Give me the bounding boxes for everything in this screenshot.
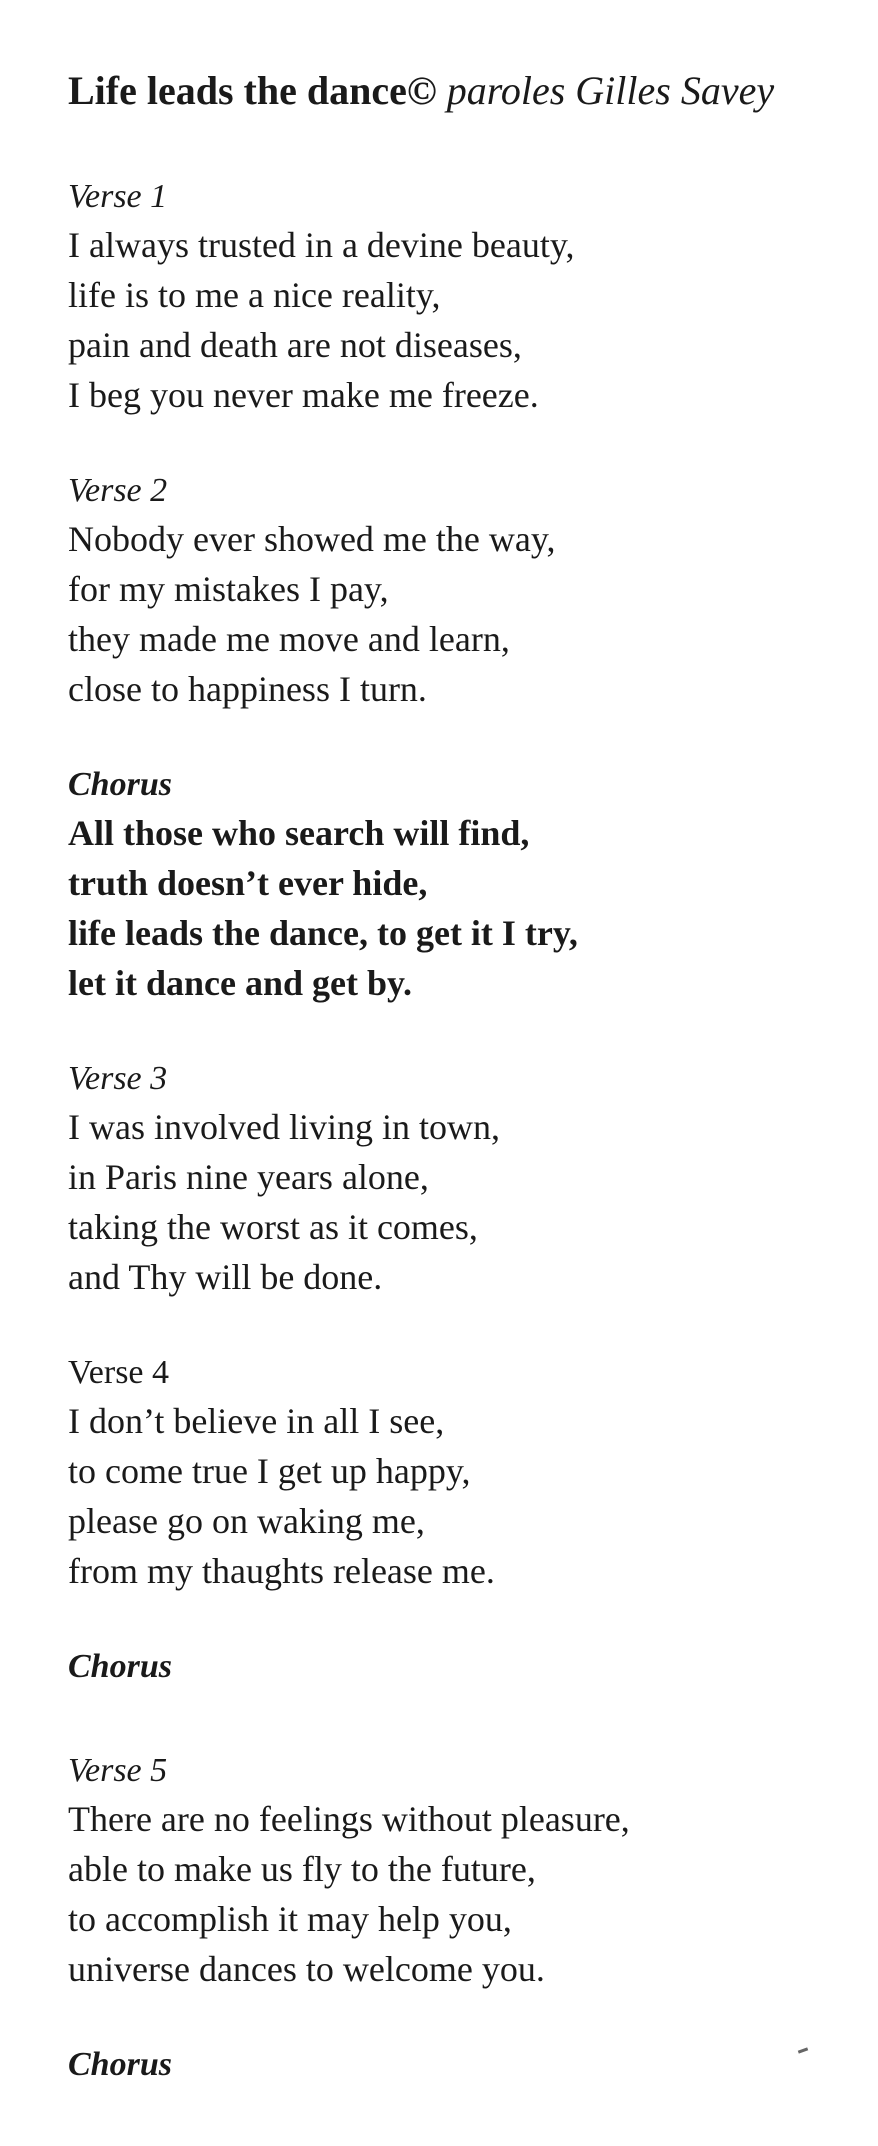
- lyric-line: I don’t believe in all I see,: [68, 1401, 445, 1441]
- lyric-line: for my mistakes I pay,: [68, 569, 389, 609]
- chorus-repeat: [68, 1644, 858, 1690]
- stanza-label: Chorus: [68, 766, 172, 803]
- lyric-line: taking the worst as it comes,: [68, 1207, 478, 1247]
- stanza-label: Verse 3: [68, 1060, 168, 1097]
- verse-1: [68, 174, 858, 420]
- lyric-line: life leads the dance, to get it I try,: [68, 913, 578, 953]
- stanza-label: Chorus: [68, 1648, 172, 1685]
- lyric-line: life is to me a nice reality,: [68, 275, 441, 315]
- lyric-line: pain and death are not diseases,: [68, 325, 522, 365]
- lyric-line: let it dance and get by.: [68, 963, 413, 1003]
- stanza-label: Verse 4: [68, 1354, 170, 1391]
- lyric-line: universe dances to welcome you.: [68, 1949, 545, 1989]
- page-title: [68, 62, 858, 120]
- verse-3: [68, 1056, 858, 1302]
- song-title: Life leads the dance©: [68, 68, 437, 113]
- lyric-line: in Paris nine years alone,: [68, 1157, 429, 1197]
- lyric-line: they made me move and learn,: [68, 619, 510, 659]
- stanza-label: Verse 5: [68, 1752, 168, 1789]
- lyric-line: able to make us fly to the future,: [68, 1849, 536, 1889]
- chorus: [68, 762, 858, 1008]
- lyric-line: I always trusted in a devine beauty,: [68, 225, 575, 265]
- lyric-line: truth doesn’t ever hide,: [68, 863, 428, 903]
- lyric-line: Nobody ever showed me the way,: [68, 519, 556, 559]
- song-author: paroles Gilles Savey: [446, 68, 775, 113]
- lyric-line: There are no feelings without pleasure,: [68, 1799, 630, 1839]
- verse-2: [68, 468, 858, 714]
- lyric-line: I beg you never make me freeze.: [68, 375, 539, 415]
- stanza-label: Verse 2: [68, 472, 168, 509]
- lyric-line: from my thaughts release me.: [68, 1551, 495, 1591]
- lyric-line: to come true I get up happy,: [68, 1451, 471, 1491]
- lyric-line: All those who search will find,: [68, 813, 530, 853]
- verse-4: [68, 1350, 858, 1596]
- stanza-label: Verse 1: [68, 178, 168, 215]
- lyric-line: I was involved living in town,: [68, 1107, 500, 1147]
- lyric-line: and Thy will be done.: [68, 1257, 383, 1297]
- chorus-repeat: [68, 2042, 858, 2088]
- lyric-line: please go on waking me,: [68, 1501, 425, 1541]
- stanza-label: Chorus: [68, 2046, 172, 2083]
- lyric-line: to accomplish it may help you,: [68, 1899, 512, 1939]
- verse-5: [68, 1748, 858, 1994]
- lyrics-page: [68, 62, 858, 2146]
- lyric-line: close to happiness I turn.: [68, 669, 427, 709]
